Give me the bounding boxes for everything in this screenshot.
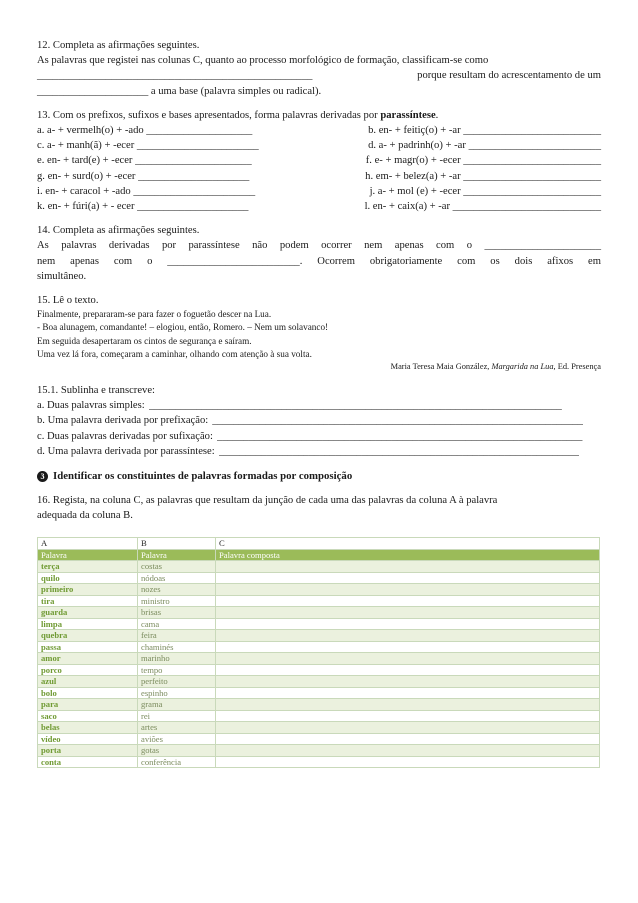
col-header-b: B	[138, 538, 216, 550]
table-row	[38, 733, 600, 745]
table-row	[38, 676, 600, 688]
q13-item-b[interactable]: b. en- + feitiç(o) + -ar __________________________	[368, 125, 601, 137]
q13-item-e[interactable]: e. en- + tard(e) + -ecer ______________________	[37, 155, 252, 167]
q15-1-item-a	[37, 398, 601, 413]
q12-line3	[37, 84, 601, 99]
word-a: guarda	[38, 607, 138, 619]
compound-word-cell[interactable]	[216, 595, 600, 607]
compound-word-cell[interactable]	[216, 572, 600, 584]
compound-word-cell[interactable]	[216, 676, 600, 688]
word-b: nódoas	[138, 572, 216, 584]
q15-text-line: Em seguida desapertaram os cintos de segurança e saíram.	[37, 335, 252, 346]
word-b: costas	[138, 561, 216, 573]
q13-item-i[interactable]: i. en- + caracol + -ado _______________________	[37, 185, 256, 197]
q13-item-l[interactable]: l. en- + caix(a) + -ar ____________________________	[364, 201, 601, 213]
answer-blank[interactable]: ______________________________________________________________________________	[148, 400, 562, 412]
q13-item-k[interactable]: k. en- + fúri(a) + - ecer _____________________	[37, 201, 249, 213]
table-row	[38, 722, 600, 734]
word-a: limpa	[38, 618, 138, 630]
table-row	[38, 653, 600, 665]
word-a: azul	[38, 676, 138, 688]
table-row	[38, 756, 600, 768]
q15-title: 15. Lê o texto.	[37, 295, 99, 307]
word-b: cama	[138, 618, 216, 630]
table-row	[38, 664, 600, 676]
table-row	[38, 595, 600, 607]
q13-item-a[interactable]: a. a- + vermelh(o) + -ado ____________________	[37, 125, 253, 137]
word-a: para	[38, 699, 138, 711]
item-label: a. Duas palavras simples:	[37, 400, 145, 412]
answer-blank[interactable]: ______________________________________________________________________	[212, 415, 583, 427]
q13-row	[37, 153, 601, 168]
q14-line3: simultâneo.	[37, 270, 87, 282]
q14-line1[interactable]: As palavras derivadas por parassíntese não podem ocorrer nem apenas com o ______________________	[37, 240, 601, 252]
q15-1-title: 15.1. Sublinha e transcreve:	[37, 385, 155, 397]
compound-word-cell[interactable]	[216, 710, 600, 722]
word-b: brisas	[138, 607, 216, 619]
word-b: artes	[138, 722, 216, 734]
word-b: gotas	[138, 745, 216, 757]
word-b: marinho	[138, 653, 216, 665]
section-title: Identificar os constituintes de palavras formadas por composição	[53, 470, 353, 483]
q15-1-item-b	[37, 413, 601, 428]
word-a: amor	[38, 653, 138, 665]
q13-item-f[interactable]: f. e- + magr(o) + -ecer __________________________	[365, 155, 601, 167]
compound-word-cell[interactable]	[216, 607, 600, 619]
q12-blank-2[interactable]: _____________________	[37, 85, 149, 97]
word-a: porta	[38, 745, 138, 757]
word-b: feira	[138, 630, 216, 642]
q15-text-line: - Boa alunagem, comandante! – elogiou, então, Romero. – Nem um solavanco!	[37, 322, 329, 333]
compound-word-cell[interactable]	[216, 687, 600, 699]
q12-line2-text: porque resultam do acrescentamento de um	[417, 70, 601, 82]
q15-1-item-c	[37, 429, 601, 444]
section-number-icon: 3	[37, 471, 48, 482]
q13-row	[37, 123, 601, 138]
word-b: aviões	[138, 733, 216, 745]
credit-book: Margarida na Lua	[491, 362, 554, 372]
q13-item-j[interactable]: j. a- + mol (e) + -ecer __________________________	[369, 185, 601, 197]
word-a: quebra	[38, 630, 138, 642]
word-a: bolo	[38, 687, 138, 699]
answer-blank[interactable]: ____________________________________________________________________	[218, 445, 579, 457]
table-row	[38, 699, 600, 711]
table-row	[38, 745, 600, 757]
q15-1-item-d	[37, 444, 601, 459]
word-a: quilo	[38, 572, 138, 584]
table-subheader-row	[38, 549, 600, 561]
compound-word-cell[interactable]	[216, 653, 600, 665]
q13-title-suffix: .	[435, 109, 439, 121]
compound-word-cell[interactable]	[216, 618, 600, 630]
compound-word-cell[interactable]	[216, 745, 600, 757]
word-a: primeiro	[38, 584, 138, 596]
q16-line1: 16. Regista, na coluna C, as palavras que resultam da junção de cada uma das palavras da coluna A à palavra	[37, 495, 498, 507]
compound-word-cell[interactable]	[216, 699, 600, 711]
compound-word-cell[interactable]	[216, 722, 600, 734]
table-row	[38, 584, 600, 596]
worksheet-page	[37, 38, 601, 523]
q14-title: 14. Completa as afirmações seguintes.	[37, 225, 200, 237]
q13-title-prefix: 13. Com os prefixos, sufixos e bases apresentados, forma palavras derivadas por	[37, 109, 378, 121]
item-label: b. Uma palavra derivada por prefixação:	[37, 415, 209, 427]
item-label: d. Uma palavra derivada por parassíntese:	[37, 445, 215, 457]
answer-blank[interactable]: _____________________________________________________________________	[216, 430, 583, 442]
compound-word-cell[interactable]	[216, 664, 600, 676]
word-b: conferência	[138, 756, 216, 768]
q15-text-line: Finalmente, prepararam-se para fazer o foguetão descer na Lua.	[37, 309, 272, 320]
word-a: vídeo	[38, 733, 138, 745]
q16-line2: adequada da coluna B.	[37, 510, 133, 522]
credit-author: Maria Teresa Maia González,	[390, 362, 490, 372]
table-header-row	[38, 538, 600, 550]
word-b: grama	[138, 699, 216, 711]
compound-word-cell[interactable]	[216, 756, 600, 768]
q13-item-d[interactable]: d. a- + padrinh(o) + -ar _________________________	[368, 140, 601, 152]
word-b: chaminés	[138, 641, 216, 653]
word-b: espinho	[138, 687, 216, 699]
q13-item-c[interactable]: c. a- + manh(ã) + -ecer _______________________	[37, 140, 259, 152]
word-a: tira	[38, 595, 138, 607]
word-b: rei	[138, 710, 216, 722]
table-row	[38, 607, 600, 619]
q13-item-g[interactable]: g. en- + surd(o) + -ecer _____________________	[37, 170, 250, 182]
compound-word-cell[interactable]	[216, 630, 600, 642]
credit-publisher: , Ed. Presença	[553, 362, 601, 372]
table-row	[38, 630, 600, 642]
q13-row	[37, 199, 601, 214]
table-row	[38, 687, 600, 699]
word-a: passa	[38, 641, 138, 653]
word-a: porco	[38, 664, 138, 676]
word-a: conta	[38, 756, 138, 768]
q13-row	[37, 184, 601, 199]
subheader-a: Palavra	[38, 549, 138, 561]
q13-row	[37, 169, 601, 184]
compound-word-cell[interactable]	[216, 641, 600, 653]
q13-item-h[interactable]: h. em- + belez(a) + -ar __________________________	[365, 170, 601, 182]
q13-title-bold: parassíntese	[380, 109, 436, 121]
q12-line3-text: a uma base (palavra simples ou radical).	[150, 85, 322, 97]
q12-line2	[37, 68, 601, 83]
table-row	[38, 710, 600, 722]
q12-title: 12. Completa as afirmações seguintes.	[37, 40, 200, 51]
compound-word-cell[interactable]	[216, 733, 600, 745]
word-a: terça	[38, 561, 138, 573]
col-header-c: C	[216, 538, 600, 550]
q14-line2[interactable]: nem apenas com o _________________________. Ocorrem obrigatoriamente com os dois afixos em	[37, 255, 601, 267]
word-b: perfeito	[138, 676, 216, 688]
q15-text-line: Uma vez lá fora, começaram a caminhar, olhando com atenção à sua volta.	[37, 348, 312, 359]
item-label: c. Duas palavras derivadas por sufixação:	[37, 430, 213, 442]
compound-word-cell[interactable]	[216, 584, 600, 596]
word-b: nozes	[138, 584, 216, 596]
compound-word-cell[interactable]	[216, 561, 600, 573]
table-row	[38, 572, 600, 584]
word-table	[37, 537, 600, 768]
q12-line1: As palavras que registei nas colunas C, quanto ao processo morfológico de formação, classificam-se como	[37, 55, 489, 67]
q12-blank-1[interactable]: ____________________________________________________	[37, 70, 313, 82]
word-b: tempo	[138, 664, 216, 676]
subheader-c: Palavra composta	[216, 549, 600, 561]
subheader-b: Palavra	[138, 549, 216, 561]
q13-row	[37, 138, 601, 153]
section-heading	[37, 469, 601, 484]
q13-title	[37, 108, 601, 123]
word-b: ministro	[138, 595, 216, 607]
col-header-a: A	[38, 538, 138, 550]
table-row	[38, 641, 600, 653]
q15-credit	[37, 361, 601, 373]
table-row	[38, 618, 600, 630]
word-a: saco	[38, 710, 138, 722]
word-a: belas	[38, 722, 138, 734]
table-row	[38, 561, 600, 573]
